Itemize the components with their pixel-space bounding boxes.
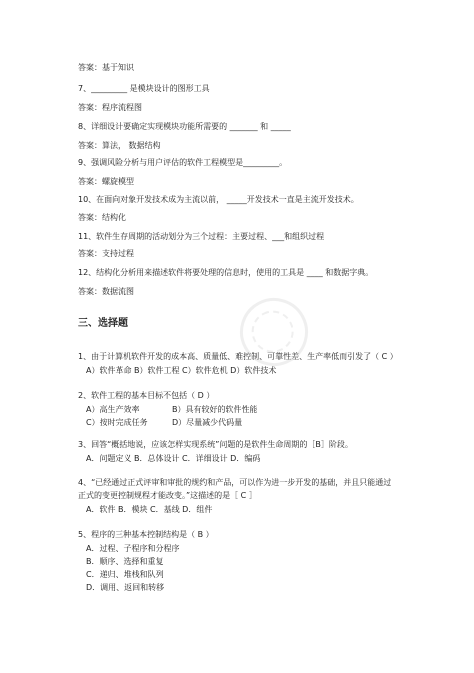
answer-7: 答案：程序流程图 — [78, 103, 142, 112]
choice-q4-text-line1: 4、“已经通过正式评审和审批的规约和产品，可以作为进一步开发的基础，并且只能通过 — [78, 478, 392, 487]
choice-q2-option-d: D）尽量减少代码量 — [172, 418, 243, 427]
watermark-stamp-icon — [228, 286, 320, 378]
choice-q2-option-c: C）按时完成任务 — [86, 418, 148, 427]
choice-q2-option-a: A）高生产效率 — [86, 405, 140, 414]
question-9: 9、强调风险分析与用户评估的软件工程模型是_________。 — [78, 158, 288, 167]
choice-q3-text: 3、回答“概括地说，应该怎样实现系统”问题的是软件生命周期的［B］阶段。 — [78, 440, 353, 449]
answer-8: 答案：算法， 数据结构 — [78, 141, 161, 150]
answer-6: 答案：基于知识 — [78, 63, 134, 72]
question-11: 11、软件生存周期的活动划分为三个过程：主要过程、___和组织过程 — [78, 232, 325, 241]
question-10: 10、在面向对象开发技术成为主流以前， _____开发技术一直是主流开发技术。 — [78, 195, 359, 204]
choice-q5-option-d: D．调用、返回和转移 — [86, 583, 165, 592]
choice-q5-text: 5、程序的三种基本控制结构是（ B ） — [78, 530, 214, 539]
question-7: 7、_________ 是模块设计的图形工具 — [78, 84, 210, 93]
answer-11: 答案：支持过程 — [78, 249, 134, 258]
choice-q3-options: A．问题定义 B．总体设计 C．详细设计 D．编码 — [86, 454, 261, 463]
choice-q1-options: A）软件革命 B）软件工程 C）软件危机 D）软件技术 — [86, 366, 277, 375]
choice-q5-option-c: C．递归、堆栈和队列 — [86, 570, 164, 579]
choice-q2-option-b: B）具有较好的软件性能 — [172, 405, 258, 414]
question-12: 12、结构化分析用来描述软件将要处理的信息时，使用的工具是 ____ 和数据字典。 — [78, 268, 374, 277]
answer-9: 答案：螺旋模型 — [78, 177, 134, 186]
answer-10: 答案：结构化 — [78, 213, 126, 222]
choice-q1-text: 1、由于计算机软件开发的成本高、质量低、难控制、可靠性差、生产率低而引发了（ C ） — [78, 352, 398, 361]
section-title: 三、选择题 — [78, 318, 128, 329]
choice-q4-options: A．软件 B．模块 C．基线 D．组件 — [86, 505, 213, 514]
question-8: 8、详细设计要确定实现模块功能所需要的 _______ 和 _____ — [78, 122, 291, 131]
choice-q4-text-line2: 正式的变更控制规程才能改变。”这描述的是［ C ］ — [78, 491, 257, 500]
answer-12: 答案：数据流图 — [78, 287, 134, 296]
choice-q5-option-a: A．过程、子程序和分程序 — [86, 544, 180, 553]
choice-q5-option-b: B．顺序、选择和重复 — [86, 557, 164, 566]
choice-q2-text: 2、软件工程的基本目标不包括（ D ） — [78, 391, 215, 400]
